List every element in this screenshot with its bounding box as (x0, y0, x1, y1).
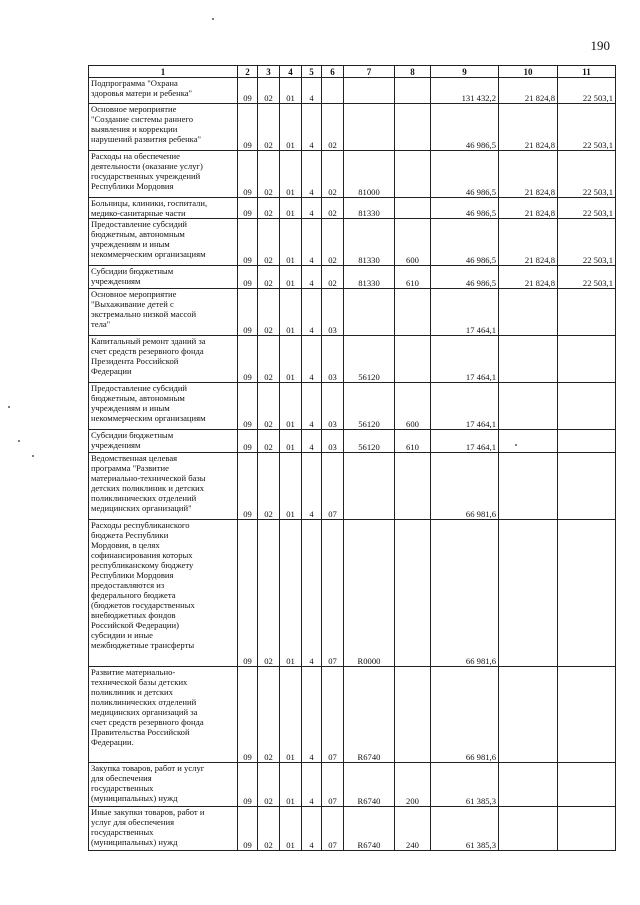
code-cell: 07 (322, 453, 344, 520)
code-cell: 56120 (344, 336, 395, 383)
column-header: 9 (431, 66, 499, 78)
amount-cell: 61 385,3 (431, 807, 499, 851)
code-cell: R0000 (344, 520, 395, 667)
code-cell (322, 78, 344, 104)
amount-cell (499, 383, 558, 430)
code-cell: 01 (280, 453, 302, 520)
amount-cell: 21 824,8 (499, 266, 558, 289)
table-row (89, 667, 616, 763)
code-cell: 81000 (344, 151, 395, 198)
code-cell: 01 (280, 78, 302, 104)
code-cell: 4 (302, 289, 322, 336)
code-cell (344, 289, 395, 336)
table-row (89, 198, 616, 219)
code-cell: 02 (258, 520, 280, 667)
amount-cell: 17 464,1 (431, 430, 499, 453)
budget-table (88, 65, 616, 851)
code-cell: 02 (258, 667, 280, 763)
amount-cell: 17 464,1 (431, 336, 499, 383)
code-cell: 09 (238, 520, 258, 667)
amount-cell: 21 824,8 (499, 198, 558, 219)
code-cell: 81330 (344, 219, 395, 266)
code-cell: 02 (258, 336, 280, 383)
code-cell: 02 (322, 266, 344, 289)
code-cell: 600 (395, 383, 431, 430)
column-header: 2 (238, 66, 258, 78)
code-cell: 09 (238, 430, 258, 453)
row-name-cell: Расходы на обеспечение деятельности (оказание услуг) государственных учреждений Республики Мордовия (89, 151, 238, 198)
code-cell: 56120 (344, 430, 395, 453)
code-cell (395, 520, 431, 667)
column-header: 1 (89, 66, 238, 78)
code-cell: 01 (280, 336, 302, 383)
code-cell: 02 (258, 104, 280, 151)
code-cell: 03 (322, 289, 344, 336)
column-header: 5 (302, 66, 322, 78)
code-cell: 56120 (344, 383, 395, 430)
code-cell: 09 (238, 104, 258, 151)
code-cell: 600 (395, 219, 431, 266)
row-name-cell: Ведомственная целевая программа "Развитие материально-технической базы детских поликлиник и детских поликлинических отделений медицинских организаций" (89, 453, 238, 520)
code-cell: 4 (302, 219, 322, 266)
code-cell: 09 (238, 289, 258, 336)
code-cell: 09 (238, 151, 258, 198)
code-cell: 01 (280, 266, 302, 289)
code-cell: 02 (258, 266, 280, 289)
code-cell: 09 (238, 219, 258, 266)
amount-cell: 21 824,8 (499, 78, 558, 104)
code-cell: 03 (322, 336, 344, 383)
code-cell: 01 (280, 289, 302, 336)
code-cell: 01 (280, 104, 302, 151)
page-number: 190 (590, 38, 610, 53)
amount-cell (558, 807, 616, 851)
table-row (89, 289, 616, 336)
code-cell: 81330 (344, 266, 395, 289)
row-name-cell: Капитальный ремонт зданий за счет средств резервного фонда Президента Российской Федерации (89, 336, 238, 383)
row-name-cell: Предоставление субсидий бюджетным, автономным учреждениям и иным некоммерческим организациям (89, 219, 238, 266)
row-name-cell: Подпрограмма "Охрана здоровья матери и ребенка" (89, 78, 238, 104)
amount-cell (558, 520, 616, 667)
code-cell: 4 (302, 430, 322, 453)
amount-cell (558, 453, 616, 520)
code-cell: 4 (302, 78, 322, 104)
amount-cell (558, 383, 616, 430)
table-row (89, 383, 616, 430)
amount-cell: 66 981,6 (431, 453, 499, 520)
row-name-cell: Субсидии бюджетным учреждениям (89, 430, 238, 453)
code-cell: 07 (322, 763, 344, 807)
row-name-cell: Основное мероприятие "Выхаживание детей с экстремально низкой массой тела" (89, 289, 238, 336)
table-row (89, 336, 616, 383)
code-cell (344, 78, 395, 104)
code-cell: 09 (238, 78, 258, 104)
code-cell: 09 (238, 198, 258, 219)
code-cell: 4 (302, 763, 322, 807)
code-cell (395, 198, 431, 219)
amount-cell: 46 986,5 (431, 198, 499, 219)
code-cell: 07 (322, 807, 344, 851)
amount-cell (499, 763, 558, 807)
code-cell: 02 (258, 807, 280, 851)
code-cell: 02 (258, 78, 280, 104)
code-cell: 610 (395, 430, 431, 453)
code-cell: R6740 (344, 763, 395, 807)
row-name-cell: Развитие материально- технической базы детских поликлиник и детских поликлинических отделений медицинских организаций за счет средств резервного фонда Правительства Российской Федерации. (89, 667, 238, 763)
column-header: 6 (322, 66, 344, 78)
amount-cell: 17 464,1 (431, 289, 499, 336)
amount-cell: 131 432,2 (431, 78, 499, 104)
amount-cell: 46 986,5 (431, 104, 499, 151)
code-cell: 07 (322, 667, 344, 763)
amount-cell (499, 453, 558, 520)
code-cell: 01 (280, 763, 302, 807)
amount-cell: 66 981,6 (431, 520, 499, 667)
amount-cell: 21 824,8 (499, 104, 558, 151)
amount-cell: 17 464,1 (431, 383, 499, 430)
code-cell: 09 (238, 763, 258, 807)
amount-cell: 22 503,1 (558, 78, 616, 104)
column-header: 4 (280, 66, 302, 78)
code-cell (344, 453, 395, 520)
amount-cell (558, 430, 616, 453)
code-cell (344, 104, 395, 151)
row-name-cell: Закупка товаров, работ и услуг для обеспечения государственных (муниципальных) нужд (89, 763, 238, 807)
code-cell: 02 (322, 198, 344, 219)
amount-cell: 46 986,5 (431, 266, 499, 289)
table-row (89, 219, 616, 266)
amount-cell: 46 986,5 (431, 151, 499, 198)
code-cell: 200 (395, 763, 431, 807)
table-body (89, 78, 616, 851)
code-cell: 01 (280, 219, 302, 266)
amount-cell: 46 986,5 (431, 219, 499, 266)
table-row (89, 266, 616, 289)
code-cell: 4 (302, 453, 322, 520)
code-cell (395, 289, 431, 336)
scan-speck (18, 440, 20, 442)
code-cell: 01 (280, 520, 302, 667)
row-name-cell: Предоставление субсидий бюджетным, автономным учреждениям и иным некоммерческим организациям (89, 383, 238, 430)
code-cell: 4 (302, 104, 322, 151)
code-cell: 09 (238, 453, 258, 520)
amount-cell: 22 503,1 (558, 219, 616, 266)
amount-cell (499, 667, 558, 763)
amount-cell (499, 289, 558, 336)
code-cell: 4 (302, 807, 322, 851)
table-row (89, 807, 616, 851)
code-cell: 81330 (344, 198, 395, 219)
code-cell: 02 (258, 763, 280, 807)
amount-cell: 61 385,3 (431, 763, 499, 807)
code-cell: 4 (302, 667, 322, 763)
code-cell (395, 78, 431, 104)
row-name-cell: Иные закупки товаров, работ и услуг для обеспечения государственных (муниципальных) нужд (89, 807, 238, 851)
scan-speck (8, 406, 10, 408)
code-cell (395, 667, 431, 763)
row-name-cell: Субсидии бюджетным учреждениям (89, 266, 238, 289)
amount-cell (499, 430, 558, 453)
table-row (89, 430, 616, 453)
code-cell (395, 104, 431, 151)
code-cell: 09 (238, 336, 258, 383)
table-row (89, 453, 616, 520)
amount-cell (558, 667, 616, 763)
code-cell: 4 (302, 520, 322, 667)
code-cell: 02 (258, 453, 280, 520)
code-cell: R6740 (344, 807, 395, 851)
table-row (89, 520, 616, 667)
code-cell: 02 (322, 151, 344, 198)
code-cell: 240 (395, 807, 431, 851)
amount-cell (558, 289, 616, 336)
row-name-cell: Больницы, клиники, госпитали, медико-санитарные части (89, 198, 238, 219)
table-header-row (89, 66, 616, 78)
code-cell (395, 151, 431, 198)
code-cell: 4 (302, 383, 322, 430)
amount-cell: 22 503,1 (558, 151, 616, 198)
amount-cell: 66 981,6 (431, 667, 499, 763)
row-name-cell: Расходы республиканского бюджета Республики Мордовия, в целях софинансирования которых республиканскому бюджету Республики Мордовия предоставляются из федерального бюджета (бюджетов государственных внебюджетных фондов Российской Федерации) субсидии и иные межбюджетные трансферты (89, 520, 238, 667)
table-row (89, 104, 616, 151)
amount-cell: 22 503,1 (558, 198, 616, 219)
code-cell: 4 (302, 336, 322, 383)
code-cell: 01 (280, 807, 302, 851)
code-cell: 01 (280, 151, 302, 198)
code-cell: 09 (238, 266, 258, 289)
amount-cell (499, 336, 558, 383)
code-cell: 01 (280, 430, 302, 453)
code-cell: 610 (395, 266, 431, 289)
amount-cell: 21 824,8 (499, 151, 558, 198)
amount-cell (499, 520, 558, 667)
amount-cell: 22 503,1 (558, 104, 616, 151)
table-row (89, 78, 616, 104)
code-cell: 02 (258, 198, 280, 219)
code-cell: 4 (302, 198, 322, 219)
table-row (89, 151, 616, 198)
code-cell: 01 (280, 383, 302, 430)
code-cell: 09 (238, 667, 258, 763)
code-cell: 02 (258, 430, 280, 453)
code-cell: 02 (258, 383, 280, 430)
amount-cell: 22 503,1 (558, 266, 616, 289)
amount-cell (499, 807, 558, 851)
amount-cell: 21 824,8 (499, 219, 558, 266)
code-cell: 02 (322, 219, 344, 266)
column-header: 10 (499, 66, 558, 78)
code-cell: 09 (238, 807, 258, 851)
code-cell: 02 (258, 219, 280, 266)
code-cell: 07 (322, 520, 344, 667)
code-cell: 01 (280, 667, 302, 763)
code-cell: R6740 (344, 667, 395, 763)
column-header: 3 (258, 66, 280, 78)
scan-speck (32, 455, 34, 457)
code-cell (395, 336, 431, 383)
code-cell: 09 (238, 383, 258, 430)
scan-speck (212, 18, 214, 20)
code-cell: 02 (258, 289, 280, 336)
row-name-cell: Основное мероприятие "Создание системы раннего выявления и коррекции нарушений развития ребенка" (89, 104, 238, 151)
amount-cell (558, 763, 616, 807)
code-cell: 02 (258, 151, 280, 198)
column-header: 11 (558, 66, 616, 78)
code-cell: 03 (322, 383, 344, 430)
code-cell: 02 (322, 104, 344, 151)
column-header: 8 (395, 66, 431, 78)
column-header: 7 (344, 66, 395, 78)
amount-cell (558, 336, 616, 383)
code-cell: 4 (302, 266, 322, 289)
code-cell: 4 (302, 151, 322, 198)
table-row (89, 763, 616, 807)
code-cell: 03 (322, 430, 344, 453)
code-cell: 01 (280, 198, 302, 219)
code-cell (395, 453, 431, 520)
